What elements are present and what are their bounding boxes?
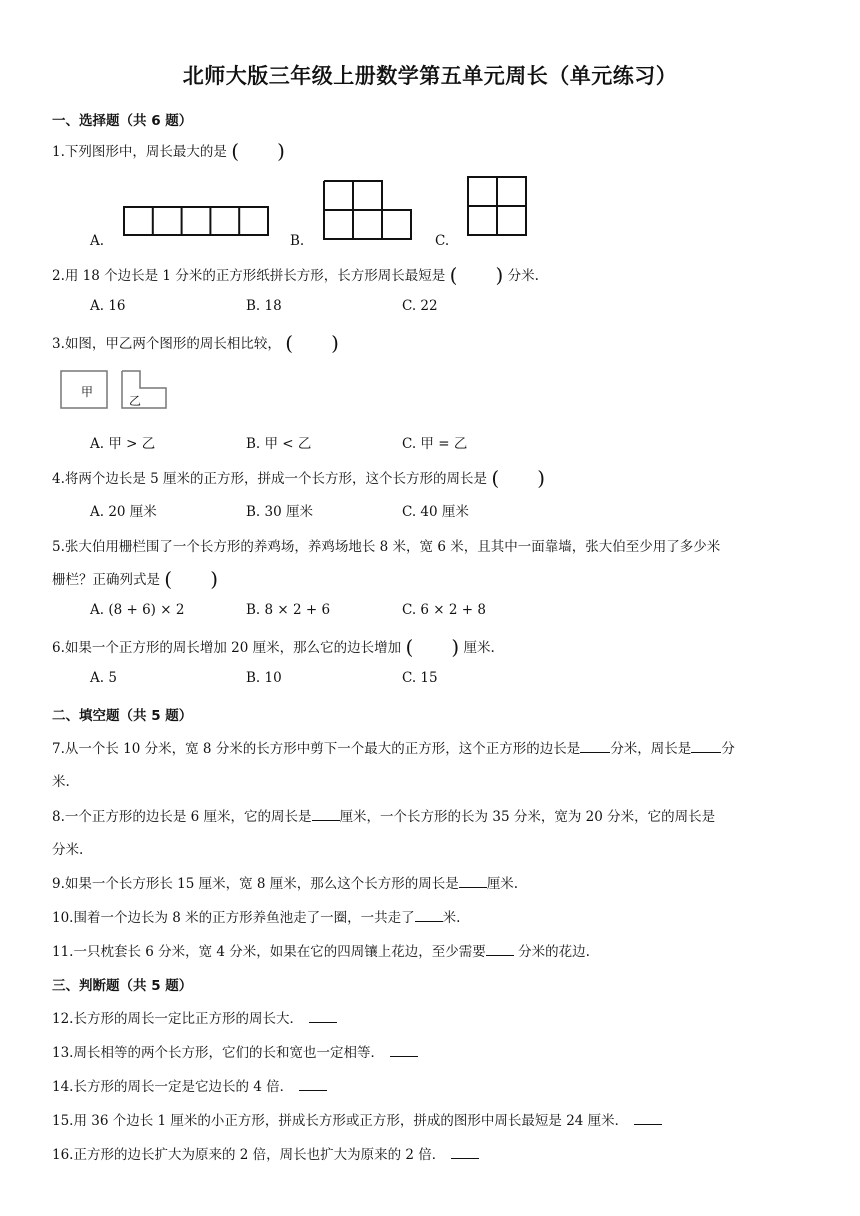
question-3 [52, 331, 339, 355]
q5-option-b: B. 8 × 2 + 6 [246, 602, 331, 618]
question-9-part-2: 厘米. [486, 876, 519, 892]
answer-paren: ( ) [285, 331, 339, 355]
question-8-line-2: 分米. [52, 842, 84, 858]
answer-blank[interactable] [451, 1145, 479, 1159]
q3-option-a: A. 甲 > 乙 [90, 436, 156, 452]
answer-blank[interactable] [580, 739, 610, 753]
q4-option-b: B. 30 厘米 [246, 504, 313, 520]
section-judge-heading: 三、判断题（共 5 题） [52, 978, 193, 994]
answer-paren: ( ) [449, 263, 504, 287]
q1-option-b-label: B. [290, 233, 305, 249]
question-2-tail: 分米. [507, 268, 539, 284]
q5-option-a: A. (8 + 6) × 2 [90, 602, 185, 618]
answer-paren: ( ) [491, 466, 546, 490]
question-6 [52, 635, 495, 659]
question-15 [52, 1109, 662, 1129]
question-14-text: 14.长方形的周长一定是它边长的 4 倍． [52, 1079, 294, 1095]
q1-figure-a-row-of-squares [123, 206, 269, 236]
question-11-part-1: 11.一只枕套长 6 分米，宽 4 分米，如果在它的四周镶上花边，至少需要 [52, 944, 486, 960]
question-8 [52, 805, 715, 825]
question-13-text: 13.周长相等的两个长方形，它们的长和宽也一定相等． [52, 1045, 384, 1061]
question-4-stem: 4.将两个边长是 5 厘米的正方形，拼成一个长方形，这个长方形的周长是 [52, 471, 488, 487]
q3-figure-yi-label: 乙 [129, 394, 142, 408]
question-7-part-2: 分米，周长是 [610, 741, 692, 757]
question-12 [52, 1007, 337, 1027]
question-1 [52, 139, 285, 163]
question-11-part-2: 分米的花边. [513, 944, 590, 960]
question-8-part-1: 8.一个正方形的边长是 6 厘米，它的周长是 [52, 809, 312, 825]
q3-figure-jia-label: 甲 [81, 385, 94, 399]
q1-figure-b-stair-shape [323, 180, 413, 240]
question-6-tail: 厘米. [463, 640, 495, 656]
question-5-stem-line-2: 栅栏？正确列式是 [52, 572, 160, 588]
q3-figure-jia-yi [60, 370, 170, 410]
question-1-stem: 1.下列图形中，周长最大的是 [52, 144, 227, 160]
question-10-part-1: 10.围着一个边长为 8 米的正方形养鱼池走了一圈，一共走了 [52, 910, 415, 926]
question-14 [52, 1075, 327, 1095]
question-2-stem: 2.用 18 个边长是 1 分米的正方形纸拼长方形，长方形周长最短是 [52, 268, 446, 284]
q4-option-c: C. 40 厘米 [402, 504, 469, 520]
question-9-part-1: 9.如果一个长方形长 15 厘米，宽 8 厘米，那么这个长方形的周长是 [52, 876, 459, 892]
answer-paren: ( ) [405, 635, 460, 659]
question-8-part-2: 厘米，一个长方形的长为 35 分米，宽为 20 分米，它的周长是 [339, 809, 716, 825]
q3-option-c: C. 甲 = 乙 [402, 436, 468, 452]
question-7-part-3: 分 [721, 741, 735, 757]
question-11 [52, 940, 590, 960]
question-6-stem: 6.如果一个正方形的周长增加 20 厘米，那么它的边长增加 [52, 640, 402, 656]
q5-option-c: C. 6 × 2 + 8 [402, 602, 486, 618]
answer-blank[interactable] [390, 1043, 418, 1057]
question-16-text: 16.正方形的边长扩大为原来的 2 倍，周长也扩大为原来的 2 倍． [52, 1147, 446, 1163]
answer-blank[interactable] [691, 739, 721, 753]
question-2 [52, 263, 539, 287]
q6-option-b: B. 10 [246, 670, 282, 686]
q2-option-a: A. 16 [90, 298, 126, 314]
question-4 [52, 466, 546, 490]
q4-option-a: A. 20 厘米 [90, 504, 157, 520]
answer-blank[interactable] [415, 908, 443, 922]
question-13 [52, 1041, 418, 1061]
q6-option-c: C. 15 [402, 670, 438, 686]
question-7 [52, 737, 735, 757]
question-7-part-1: 7.从一个长 10 分米，宽 8 分米的长方形中剪下一个最大的正方形，这个正方形的边长是 [52, 741, 581, 757]
answer-blank[interactable] [486, 942, 514, 956]
q3-option-b: B. 甲 < 乙 [246, 436, 312, 452]
question-5-line-1: 5.张大伯用栅栏围了一个长方形的养鸡场，养鸡场地长 8 米，宽 6 米，且其中一面靠墙，张大伯至少用了多少米 [52, 539, 721, 555]
answer-blank[interactable] [299, 1077, 327, 1091]
question-10-part-2: 米. [442, 910, 461, 926]
answer-paren: ( ) [231, 139, 285, 163]
question-12-text: 12.长方形的周长一定比正方形的周长大． [52, 1011, 303, 1027]
answer-blank[interactable] [634, 1111, 662, 1125]
q2-option-b: B. 18 [246, 298, 282, 314]
answer-blank[interactable] [459, 874, 487, 888]
answer-blank[interactable] [309, 1009, 337, 1023]
q1-option-c-label: C. [435, 233, 450, 249]
question-15-text: 15.用 36 个边长 1 厘米的小正方形，拼成长方形或正方形，拼成的图形中周长最短是 24 厘米． [52, 1113, 629, 1129]
q1-option-a-label: A. [90, 233, 105, 249]
page-title: 北师大版三年级上册数学第五单元周长（单元练习） [182, 64, 678, 88]
answer-paren: ( ) [164, 567, 219, 591]
question-10 [52, 906, 460, 926]
q6-option-a: A. 5 [90, 670, 117, 686]
question-7-line-2: 米. [52, 774, 70, 790]
section-fill-heading: 二、填空题（共 5 题） [52, 708, 193, 724]
answer-blank[interactable] [312, 807, 340, 821]
question-5-line-2 [52, 567, 219, 591]
q2-option-c: C. 22 [402, 298, 438, 314]
question-3-stem: 3.如图，甲乙两个图形的周长相比较， [52, 336, 281, 352]
q1-figure-c-square-grid [467, 176, 527, 236]
section-choice-heading: 一、选择题（共 6 题） [52, 113, 193, 129]
question-9 [52, 872, 518, 892]
question-16 [52, 1143, 479, 1163]
